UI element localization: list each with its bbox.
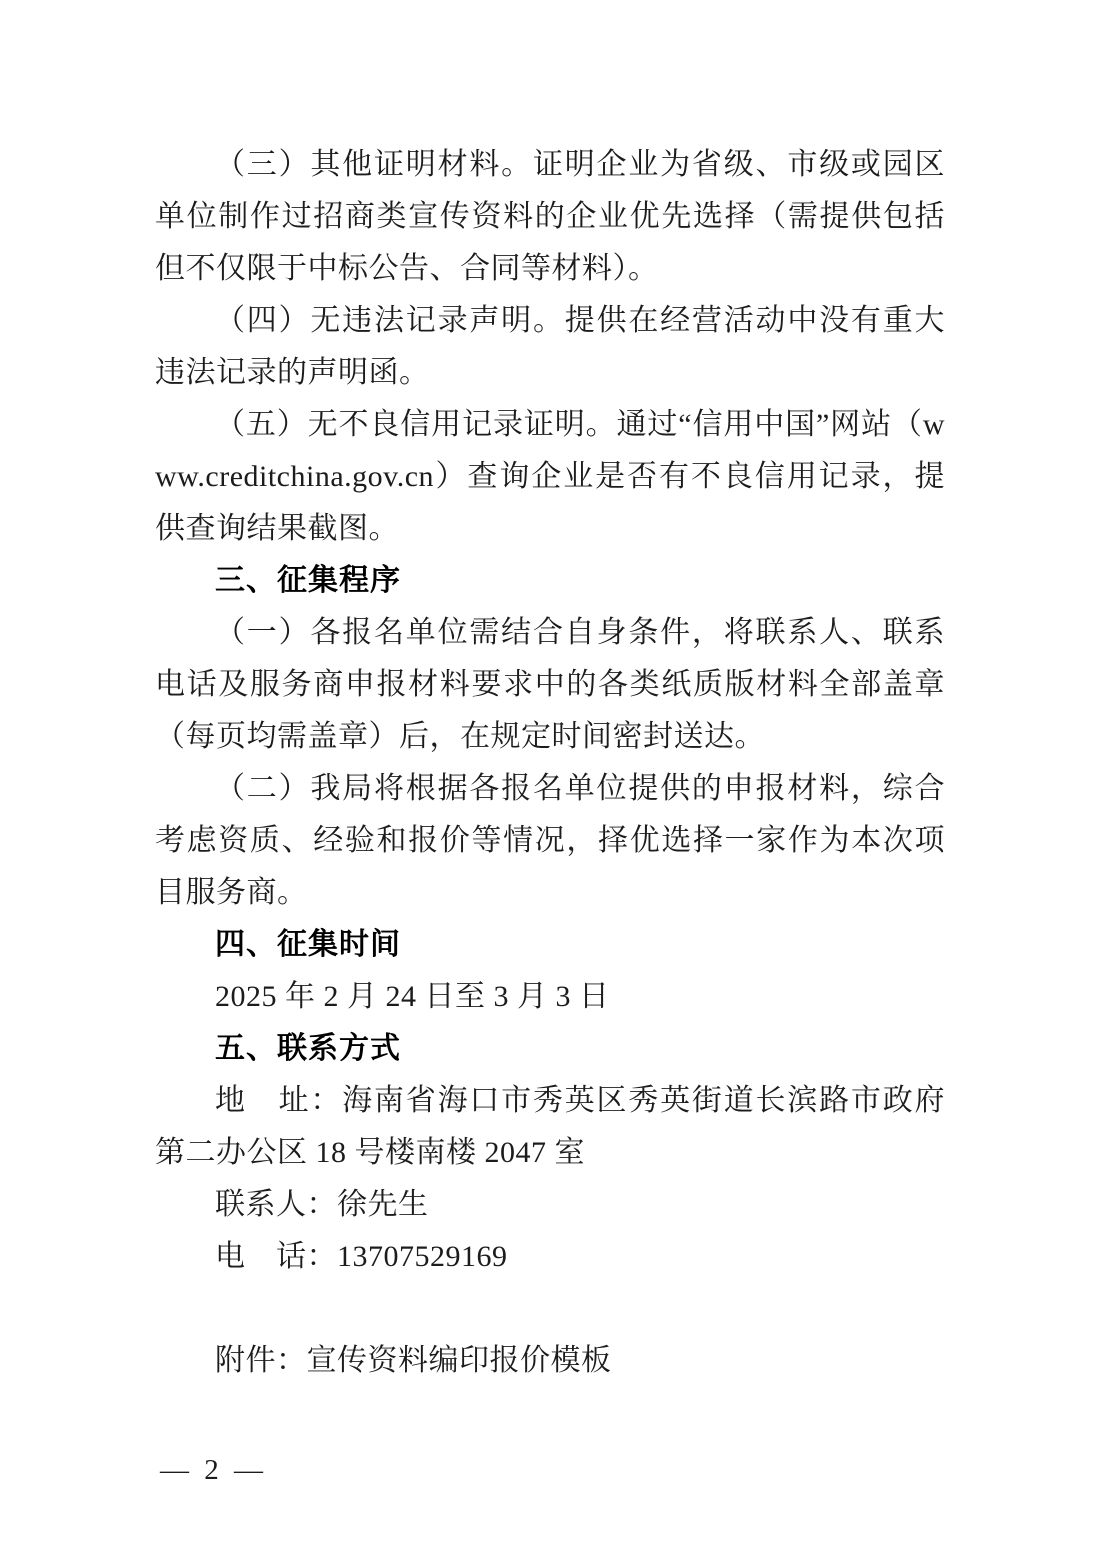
paragraph-contact-address: 地 址：海南省海口市秀英区秀英街道长滨路市政府第二办公区 18 号楼南楼 2047 室: [155, 1084, 945, 1169]
paragraph-no-illegal-record-statement: （四）无违法记录声明。提供在经营活动中没有重大违法记录的声明函。: [155, 304, 945, 389]
paragraph-contact-person: 联系人：徐先生: [215, 1188, 429, 1221]
paragraph-contact-phone: 电 话：13707529169: [215, 1240, 508, 1273]
heading-solicitation-procedure: 三、征集程序: [215, 564, 401, 597]
paragraph-procedure-item-2: （二）我局将根据各报名单位提供的申报材料，综合考虑资质、经验和报价等情况，择优选择一家作为本次项目服务商。: [155, 772, 945, 909]
document-body: [155, 139, 945, 1387]
page-number: — 2 —: [160, 1454, 267, 1486]
heading-contact-info: 五、联系方式: [215, 1032, 401, 1065]
paragraph-attachment: 附件：宣传资料编印报价模板: [215, 1344, 612, 1377]
paragraph-no-bad-credit-proof: （五）无不良信用记录证明。通过“信用中国”网站（www.creditchina.gov.cn）查询企业是否有不良信用记录，提供查询结果截图。: [155, 408, 945, 545]
paragraph-procedure-item-1: （一）各报名单位需结合自身条件，将联系人、联系电话及服务商申报材料要求中的各类纸质版材料全部盖章（每页均需盖章）后，在规定时间密封送达。: [155, 616, 945, 753]
paragraph-solicitation-dates: 2025 年 2 月 24 日至 3 月 3 日: [215, 980, 610, 1013]
heading-solicitation-time: 四、征集时间: [215, 928, 401, 961]
paragraph-other-proof-materials: （三）其他证明材料。证明企业为省级、市级或园区单位制作过招商类宣传资料的企业优先选择（需提供包括但不仅限于中标公告、合同等材料）。: [155, 148, 945, 285]
